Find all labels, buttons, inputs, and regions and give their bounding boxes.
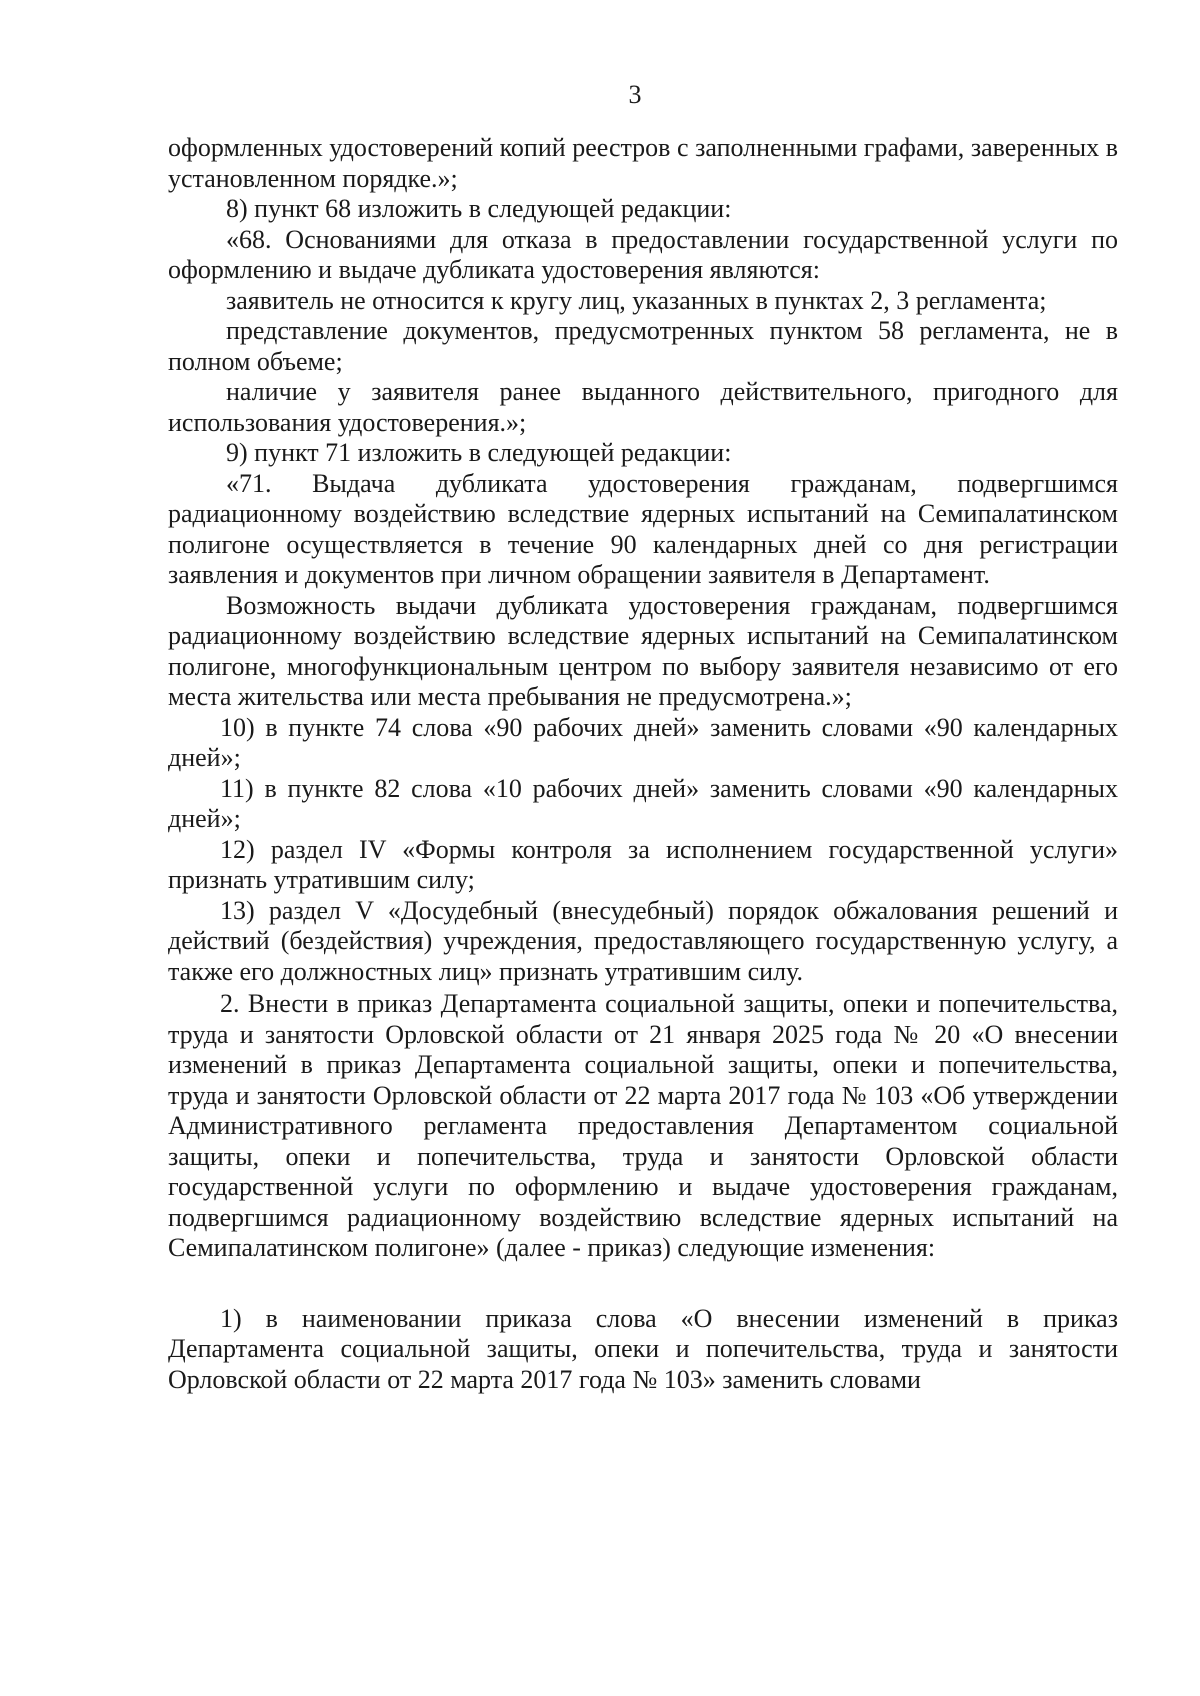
paragraph-item-11: 11) в пункте 82 слова «10 рабочих дней» заменить словами «90 календарных дней»; xyxy=(168,773,1118,833)
paragraph-ground-3: наличие у заявителя ранее выданного действительного, пригодного для использования удостоверения.»; xyxy=(168,377,1118,437)
paragraph-item-10: 10) в пункте 74 слова «90 рабочих дней» заменить словами «90 календарных дней»; xyxy=(168,712,1118,772)
paragraph-item-12: 12) раздел IV «Формы контроля за исполнением государственной услуги» признать утратившим силу; xyxy=(168,834,1118,894)
paragraph-ground-1: заявитель не относится к кругу лиц, указанных в пунктах 2, 3 регламента; xyxy=(226,285,1047,315)
paragraph-item-13: 13) раздел V «Досудебный (внесудебный) порядок обжалования решений и действий (бездействия) учреждения, предоставляющего государственную услугу, а также его должностных лиц» признать утратившим силу. xyxy=(168,895,1118,986)
paragraph-mfc-note: Возможность выдачи дубликата удостоверения гражданам, подвергшимся радиационному воздействию вследствие ядерных испытаний на Семипалатинском полигоне, многофункциональным центром по выбору заявителя независимо от его места жительства или места пребывания не предусмотрена.»; xyxy=(168,590,1118,711)
paragraph-item-8: 8) пункт 68 изложить в следующей редакции: xyxy=(226,194,732,223)
paragraph-subitem-1: 1) в наименовании приказа слова «О внесении изменений в приказ Департамента социальной защиты, опеки и попечительства, труда и занятости Орловской области от 22 марта 2017 года № 103» заменить словами xyxy=(168,1303,1118,1394)
paragraph-clause-68: «68. Основаниями для отказа в предоставлении государственной услуги по оформлению и выдаче дубликата удостоверения являются: xyxy=(168,224,1118,284)
paragraph-item-9: 9) пункт 71 изложить в следующей редакции: xyxy=(226,438,732,467)
document-body xyxy=(168,133,1118,1395)
paragraph-continuation: оформленных удостоверений копий реестров с заполненными графами, заверенных в установленном порядке.»; xyxy=(168,133,1118,193)
paragraph-section-2: 2. Внести в приказ Департамента социальной защиты, опеки и попечительства, труда и занятости Орловской области от 21 января 2025 года № 20 «О внесении изменений в приказ Департамента социальной защиты, опеки и попечительства, труда и занятости Орловской области от 22 марта 2017 года № 103 «Об утверждении Административного регламента предоставления Департаментом социальной защиты, опеки и попечительства, труда и занятости Орловской области государственной услуги по оформлению и выдаче удостоверения гражданам, подвергшимся радиационному воздействию вследствие ядерных испытаний на Семипалатинском полигоне» (далее - приказ) следующие изменения: xyxy=(168,989,1118,1262)
paragraph-ground-2: представление документов, предусмотренных пунктом 58 регламента, не в полном объеме; xyxy=(168,316,1118,376)
paragraph-clause-71: «71. Выдача дубликата удостоверения гражданам, подвергшимся радиационному воздействию вследствие ядерных испытаний на Семипалатинском полигоне осуществляется в течение 90 календарных дней со дня регистрации заявления и документов при личном обращении заявителя в Департамент. xyxy=(168,468,1118,589)
page-number: 3 xyxy=(628,80,642,109)
